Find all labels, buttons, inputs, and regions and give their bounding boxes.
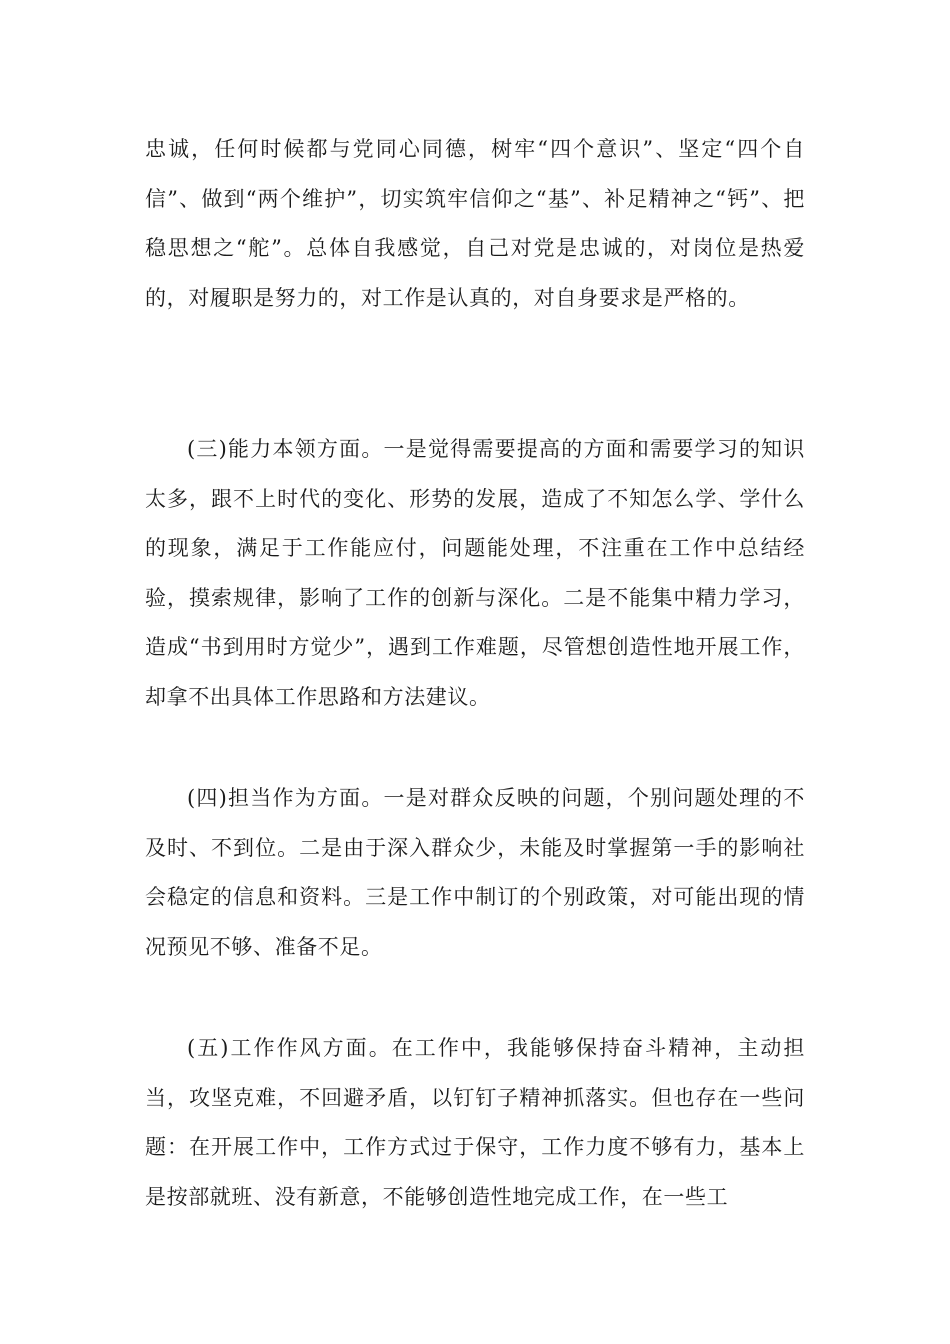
paragraph-work-style: (五)工作作风方面。在工作中，我能够保持奋斗精神，主动担当，攻坚克难，不回避矛盾，以钉钉子精神抓落实。但也存在一些问题：在开展工作中，工作方式过于保守，工作力度不够有力，基本上是按部就班、没有新意，不能够创造性地完成工作，在一些工 [145,1036,805,1209]
paragraph-responsibility-action: (四)担当作为方面。一是对群众反映的问题，个别问题处理的不及时、不到位。二是由于深入群众少，未能及时掌握第一手的影响社会稳定的信息和资料。三是工作中制订的个别政策，对可能出现的情况预见不够、准备不足。 [145,786,805,959]
paragraph-ability-skills: (三)能力本领方面。一是觉得需要提高的方面和需要学习的知识太多，跟不上时代的变化、形势的发展，造成了不知怎么学、学什么的现象，满足于工作能应付，问题能处理，不注重在工作中总结经验，摸索规律，影响了工作的创新与深化。二是不能集中精力学习，造成“书到用时方觉少”，遇到工作难题，尽管想创造性地开展工作，却拿不出具体工作思路和方法建议。 [145,437,805,709]
paragraph-loyalty-continuation: 忠诚，任何时候都与党同心同德，树牢“四个意识”、坚定“四个自信”、做到“两个维护”，切实筑牢信仰之“基”、补足精神之“钙”、把稳思想之“舵”。总体自我感觉，自己对党是忠诚的，对岗位是热爱的，对履职是努力的，对工作是认真的，对自身要求是严格的。 [145,137,805,310]
